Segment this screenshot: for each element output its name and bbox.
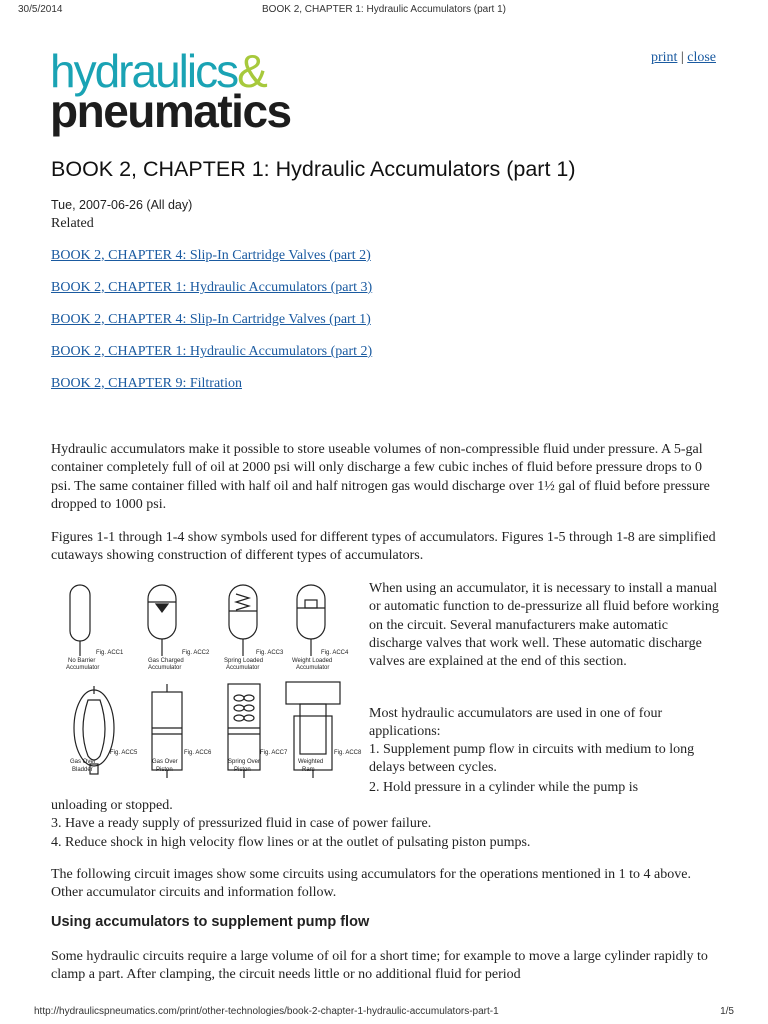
top-links	[651, 50, 716, 66]
fig-name: Accumulator	[296, 665, 330, 671]
accumulator-labels	[56, 580, 362, 780]
svg-text:Fig. ACC2	[182, 650, 210, 656]
print-footer	[0, 1000, 768, 1024]
related-heading: Related	[51, 216, 94, 231]
article-date: Tue, 2007-06-26 (All day)	[51, 198, 193, 212]
application-4: 4. Reduce shock in high velocity flow lines or at the outlet of pulsating piston pumps.	[51, 835, 531, 850]
related-link[interactable]: BOOK 2, CHAPTER 4: Slip-In Cartridge Valves (part 1)	[51, 312, 371, 327]
fig-label: Fig. ACC7	[260, 750, 288, 756]
svg-text:Accumulator	[66, 665, 99, 671]
svg-text:Fig. ACC4	[321, 650, 349, 656]
logo-word-pneumatics: pneumatics	[50, 85, 291, 137]
print-header	[0, 0, 768, 24]
fig-label: Fig. ACC4	[321, 650, 349, 656]
applications-intro: Most hydraulic accumulators are used in one of four applications:	[369, 706, 663, 740]
svg-text:Fig. ACC1	[96, 650, 124, 656]
article-title: BOOK 2, CHAPTER 1: Hydraulic Accumulators (part 1)	[51, 157, 576, 181]
fig-name: No Barrier	[68, 658, 96, 664]
fig-label: Fig. ACC1	[96, 650, 124, 656]
close-link[interactable]: close	[687, 50, 716, 65]
svg-text:Spring Over	[228, 759, 260, 765]
svg-text:Piston	[156, 767, 173, 773]
related-item	[51, 280, 372, 312]
related-link[interactable]: BOOK 2, CHAPTER 9: Filtration	[51, 376, 242, 391]
related-link[interactable]: BOOK 2, CHAPTER 1: Hydraulic Accumulators (part 3)	[51, 280, 373, 295]
svg-text:Accumulator	[226, 665, 259, 671]
site-logo[interactable]	[50, 45, 291, 137]
application-2: 2. Hold pressure in a cylinder while the pump is	[369, 780, 639, 795]
application-3: 3. Have a ready supply of pressurized fluid in case of power failure.	[51, 816, 432, 831]
intro-paragraph: Hydraulic accumulators make it possible to store useable volumes of non-compressible fluid under pressure. A 5-gal container completely full of oil at 2000 psi will only discharge a few cubic inches of fluid before pressure drops to 0 psi. The same container filled with half oil and half nitrogen gas would discharge over 1½ gal of fluid before pressure dropped to 1000 psi.	[51, 442, 710, 512]
related-item	[51, 312, 372, 344]
application-1: 1. Supplement pump flow in circuits with medium to long delays between cycles.	[369, 742, 695, 776]
logo-word-hydraulics: hydraulics	[50, 45, 238, 97]
fig-name: Weighted	[298, 759, 324, 765]
fig-name: Bladder	[72, 767, 93, 773]
discharge-paragraph: When using an accumulator, it is necessary to install a manual or automatic function to de-pressurize all fluid before working on the circuit. Several manufacturers make automatic discharge valves that work well. These automatic discharge valves are explained at the end of this section.	[369, 581, 719, 670]
print-title: BOOK 2, CHAPTER 1: Hydraulic Accumulators (part 1)	[262, 4, 506, 15]
fig-label: Fig. ACC2	[182, 650, 210, 656]
fig-name: Spring Loaded	[224, 658, 264, 664]
fig-name: Gas Charged	[148, 658, 184, 664]
fig-name: Ram	[302, 767, 315, 773]
related-list	[51, 248, 372, 408]
accumulator-symbols-figure	[56, 580, 362, 780]
svg-text:Fig. ACC7	[260, 750, 288, 756]
fig-label: Fig. ACC6	[184, 750, 212, 756]
svg-text:Gas Over	[70, 759, 96, 765]
print-link[interactable]: print	[650, 50, 678, 65]
fig-name: Gas Over	[70, 759, 96, 765]
svg-text:Fig. ACC3	[256, 650, 284, 656]
svg-text:Weighted	[298, 759, 323, 765]
svg-text:Gas Charged	[148, 658, 184, 664]
print-date: 30/5/2014	[18, 4, 63, 15]
fig-name: Accumulator	[226, 665, 260, 671]
page-number: 1/5	[720, 1006, 734, 1017]
section-heading: Using accumulators to supplement pump flow	[51, 914, 370, 930]
svg-text:Gas Over	[152, 759, 178, 765]
footer-url: http://hydraulicspneumatics.com/print/other-technologies/book-2-chapter-1-hydraulic-accumulators-part-1	[34, 1006, 499, 1017]
fig-label: Fig. ACC5	[110, 750, 138, 756]
fig-label: Fig. ACC3	[256, 650, 284, 656]
svg-text:Fig. ACC8	[334, 750, 362, 756]
logo-ampersand: &	[237, 45, 266, 97]
svg-text:Bladder	[72, 767, 93, 773]
fig-label: Fig. ACC8	[334, 750, 362, 756]
fig-name: Weight Loaded	[292, 658, 333, 664]
related-link[interactable]: BOOK 2, CHAPTER 4: Slip-In Cartridge Valves (part 2)	[51, 248, 371, 263]
fig-name: Piston	[234, 767, 251, 773]
related-item	[51, 248, 372, 280]
figures-paragraph: Figures 1-1 through 1-4 show symbols used for different types of accumulators. Figures 1-5 through 1-8 are simplified cutaways showing construction of different types of accumulators.	[51, 530, 716, 564]
supplement-paragraph: Some hydraulic circuits require a large volume of oil for a short time; for example to move a large cylinder rapidly to clamp a part. After clamping, the circuit needs little or no additional fluid for period	[51, 949, 708, 983]
fig-name: Piston	[156, 767, 173, 773]
svg-text:Spring Loaded	[224, 658, 263, 664]
svg-text:Ram	[302, 767, 315, 773]
application-2-cont: unloading or stopped.	[51, 798, 173, 813]
svg-text:Fig. ACC6	[184, 750, 212, 756]
fig-name: Spring Over	[228, 759, 261, 765]
svg-text:No Barrier	[68, 658, 95, 664]
related-item	[51, 344, 372, 376]
svg-text:Accumulator	[296, 665, 329, 671]
fig-name: Accumulator	[66, 665, 100, 671]
svg-text:Piston	[234, 767, 251, 773]
svg-text:Fig. ACC5	[110, 750, 138, 756]
svg-text:Accumulator	[148, 665, 181, 671]
svg-text:Weight Loaded	[292, 658, 332, 664]
related-link[interactable]: BOOK 2, CHAPTER 1: Hydraulic Accumulators (part 2)	[51, 344, 373, 359]
fig-name: Accumulator	[148, 665, 182, 671]
related-item	[51, 376, 372, 408]
link-separator: |	[680, 50, 684, 65]
circuits-paragraph: The following circuit images show some circuits using accumulators for the operations mentioned in 1 to 4 above. Other accumulator circuits and information follow.	[51, 867, 691, 901]
fig-name: Gas Over	[152, 759, 178, 765]
